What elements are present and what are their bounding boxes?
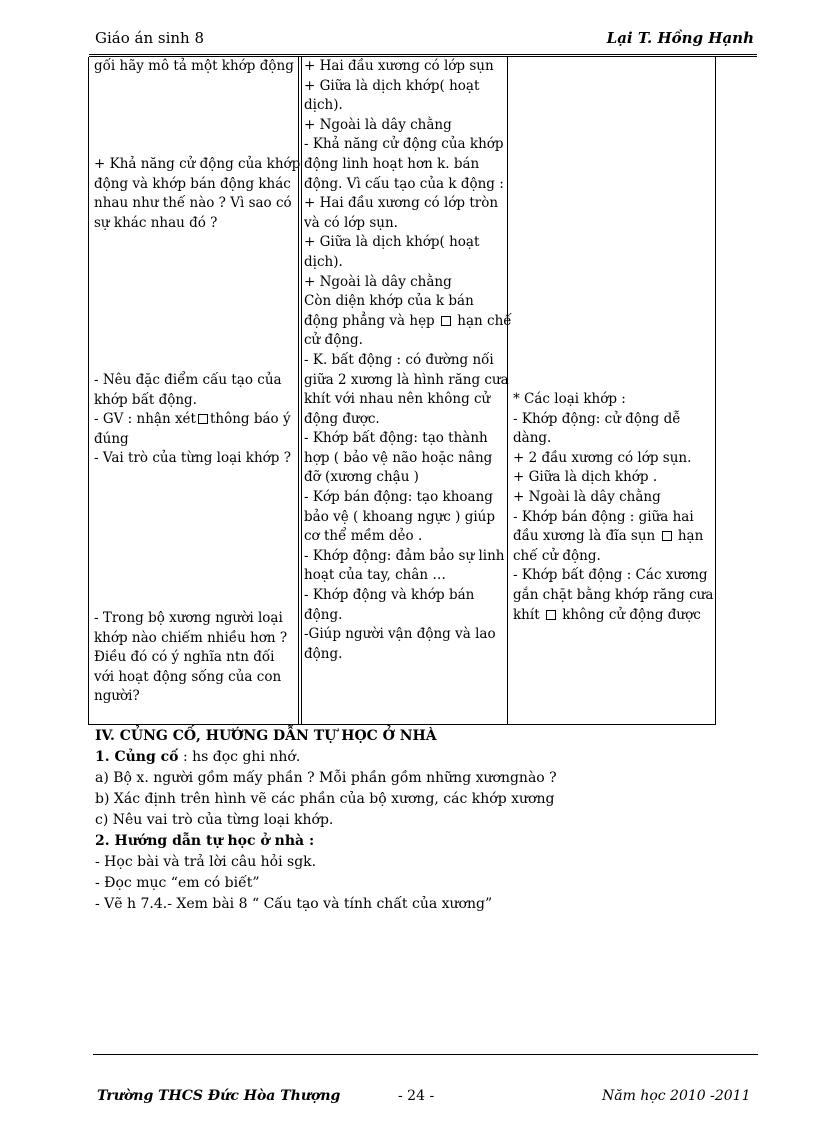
lesson-table — [88, 57, 716, 725]
text-line: giữa 2 xương là hình răng cưa — [304, 371, 509, 388]
column-divider — [507, 57, 508, 724]
footer-school-year: Năm học 2010 -2011 — [602, 1088, 751, 1104]
text-line: chế cử động. — [513, 547, 601, 564]
text-line: + Ngoài là dây chằng — [304, 273, 452, 290]
text-line: người? — [94, 688, 140, 705]
text-line: sự khác nhau đó ? — [94, 214, 218, 231]
text-line: + Giữa là dịch khớp( hoạt — [304, 77, 480, 94]
text-line: động. Vì cấu tạo của k động : — [304, 175, 504, 192]
page-number: - 24 - — [398, 1088, 435, 1104]
text-line: - Khớp bất động : Các xương — [513, 567, 708, 584]
text-line: hoạt của tay, chân … — [304, 567, 446, 584]
text-line: động. — [304, 645, 343, 662]
text-line: - Khả năng cử động của khớp — [304, 136, 504, 153]
section-title: IV. CỦNG CỐ, HƯỚNG DẪN TỰ HỌC Ở NHÀ — [95, 728, 437, 744]
text-line: dịch). — [304, 253, 343, 270]
text-line: + Giữa là dịch khớp . — [513, 469, 658, 486]
text-line: dịch). — [304, 97, 343, 114]
text-line: b) Xác định trên hình vẽ các phần của bộ xương, các khớp xương — [95, 791, 555, 807]
header-author: Lại T. Hồng Hạnh — [606, 29, 754, 47]
text-line: gối hãy mô tả một khớp động — [94, 58, 294, 74]
student-activity-column — [304, 57, 512, 664]
text-line: với hoạt động sống của con — [94, 668, 282, 685]
text-line: c) Nêu vai trò của từng loại khớp. — [95, 812, 334, 828]
text-line: Điều đó có ý nghĩa ntn đối — [94, 649, 275, 666]
text-line: - Khớp bất động: tạo thành — [304, 430, 488, 447]
arrow-box-icon — [198, 414, 208, 424]
text-line: - Đọc mục “em có biết” — [95, 875, 260, 891]
text-line: -Giúp người vận động và lao — [304, 626, 496, 643]
text-line: Còn diện khớp của k bán — [304, 293, 474, 310]
text-line: động linh hoạt hơn k. bán — [304, 155, 480, 172]
text-line: khớp nào chiếm nhiều hơn ? — [94, 629, 288, 646]
lesson-content-column — [513, 390, 714, 625]
consolidation-section — [95, 726, 735, 915]
arrow-box-icon — [441, 316, 451, 326]
text-line: cử động. — [304, 332, 363, 349]
text-line: + Hai đầu xương có lớp tròn — [304, 195, 499, 212]
text-line: + Khả năng cử động của khớp — [94, 156, 301, 172]
text-line: - GV : nhận xét thông báo ý — [94, 411, 291, 428]
text-line: - Kớp bán động: tạo khoang — [304, 489, 493, 506]
text-line: - Khớp động và khớp bán — [304, 587, 475, 604]
text-line: động phẳng và hẹp hạn chế — [304, 312, 512, 329]
text-line: và có lớp sụn. — [304, 214, 398, 231]
subsection-consolidation: 1. Củng cố : hs đọc ghi nhớ. — [95, 749, 301, 765]
text-line: đầu xương là đĩa sụn hạn — [513, 528, 704, 545]
text-line: khít không cử động được — [513, 606, 701, 623]
subsection-homework: 2. Hướng dẫn tự học ở nhà : — [95, 833, 315, 849]
column-divider — [301, 57, 302, 724]
text-line: a) Bộ x. người gồm mấy phần ? Mỗi phần gồm những xươngnào ? — [95, 770, 557, 786]
text-line: + Ngoài là dây chằng — [513, 488, 661, 505]
text-line: + Giữa là dịch khớp( hoạt — [304, 234, 480, 251]
text-line: - Vai trò của từng loại khớp ? — [94, 450, 291, 467]
text-line: - Nêu đặc điểm cấu tạo của — [94, 372, 282, 388]
text-line: hợp ( bảo vệ não hoặc nâng — [304, 449, 493, 466]
header-divider — [89, 54, 757, 55]
text-line: đúng — [94, 430, 129, 447]
text-line: đỡ (xương chậu ) — [304, 469, 419, 486]
text-line: động và khớp bán động khác — [94, 175, 291, 192]
arrow-box-icon — [662, 531, 672, 541]
text-line: động. — [304, 606, 343, 623]
text-line: dàng. — [513, 430, 552, 447]
footer-divider — [93, 1054, 758, 1055]
text-line: khít với nhau nên không cử — [304, 391, 491, 408]
arrow-box-icon — [546, 610, 556, 620]
text-line: - K. bất động : có đường nối — [304, 351, 494, 368]
text-line: khớp bất động. — [94, 391, 197, 408]
text-line: - Vẽ h 7.4.- Xem bài 8 “ Cấu tạo và tính chất của xương” — [95, 896, 493, 912]
text-line: + 2 đầu xương có lớp sụn. — [513, 449, 692, 466]
text-line: - Khớp động: đảm bảo sự linh — [304, 547, 505, 564]
header-subject: Giáo án sinh 8 — [95, 29, 205, 47]
text-line: - Khớp bán động : giữa hai — [513, 508, 694, 525]
text-line: + Hai đầu xương có lớp sụn — [304, 58, 494, 74]
teacher-activity-column — [94, 57, 301, 725]
text-line: cơ thể mềm dẻo . — [304, 528, 423, 545]
text-line: - Khớp động: cử động dễ — [513, 410, 681, 427]
text-line: - Trong bộ xương người loại — [94, 610, 283, 626]
text-line: nhau như thế nào ? Vì sao có — [94, 195, 292, 212]
text-line: * Các loại khớp : — [513, 391, 626, 407]
text-line: + Ngoài là dây chằng — [304, 116, 452, 133]
text-line: - Học bài và trả lời câu hỏi sgk. — [95, 854, 317, 870]
text-line: bảo vệ ( khoang ngực ) giúp — [304, 508, 495, 525]
text-line: động được. — [304, 410, 380, 427]
footer-school: Trường THCS Đức Hòa Thượng — [97, 1088, 341, 1104]
text-line: gắn chặt bằng khớp răng cưa — [513, 586, 714, 603]
